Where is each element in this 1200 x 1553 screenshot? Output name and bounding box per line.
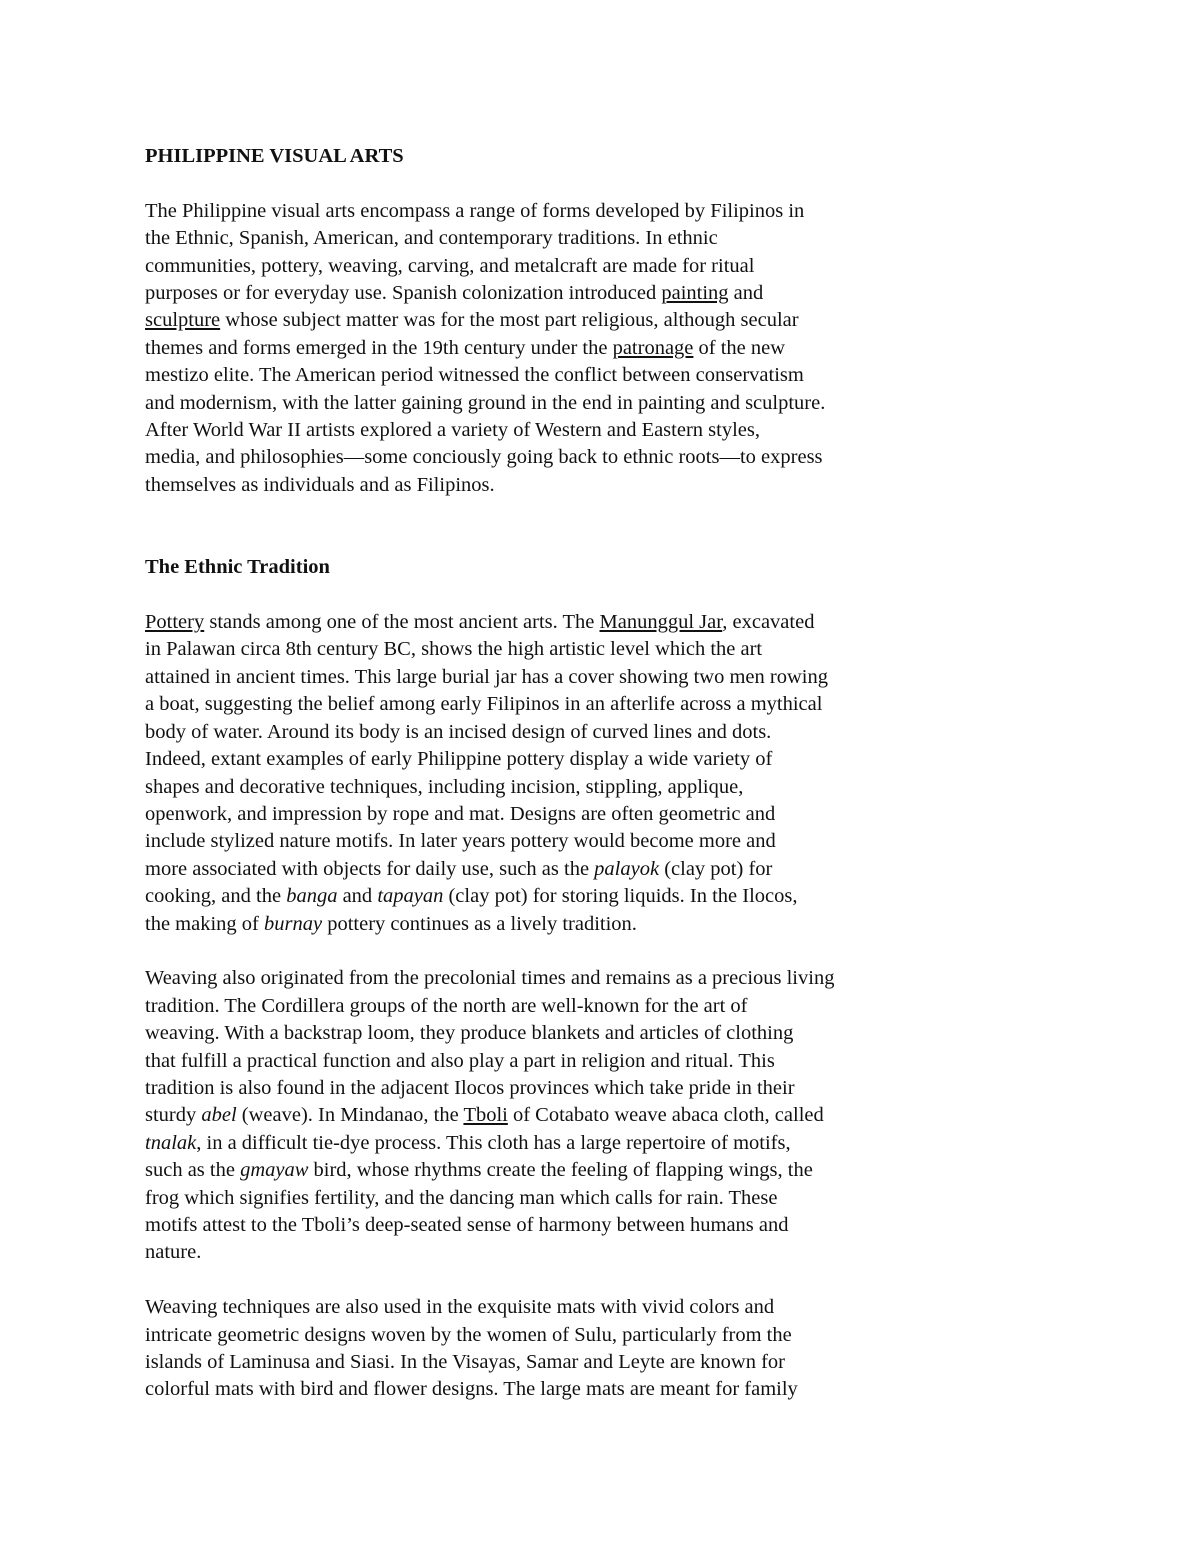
text-line	[145, 883, 945, 910]
text-line	[145, 1020, 945, 1047]
intro-paragraph	[145, 198, 945, 499]
text-line	[145, 1185, 945, 1212]
text-line	[145, 774, 945, 801]
text-run: attained in ancient times. This large burial jar has a cover showing two men rowing	[145, 665, 828, 688]
text-run: bird, whose rhythms create the feeling of flapping wings, the	[308, 1159, 813, 1182]
text-line	[145, 1349, 945, 1376]
text-line	[145, 691, 945, 718]
text-run: (clay pot) for	[659, 857, 773, 880]
text-line	[145, 1102, 945, 1129]
text-run: frog which signifies fertility, and the dancing man which calls for rain. These	[145, 1186, 778, 1209]
text-line	[145, 719, 945, 746]
text-run: intricate geometric designs woven by the women of Sulu, particularly from the	[145, 1323, 792, 1346]
text-line	[145, 856, 945, 883]
text-run: purposes or for everyday use. Spanish colonization introduced	[145, 282, 662, 305]
text-line	[145, 965, 945, 992]
text-run: and	[728, 282, 764, 305]
text-line	[145, 1376, 945, 1403]
text-line	[145, 801, 945, 828]
text-run: mestizo elite. The American period witnessed the conflict between conservatism	[145, 364, 804, 387]
text-run: themes and forms emerged in the 19th century under the	[145, 336, 613, 359]
text-run: , in a difficult tie-dye process. This cloth has a large repertoire of motifs,	[196, 1131, 791, 1154]
text-run: motifs attest to the Tboli’s deep-seated sense of harmony between humans and	[145, 1213, 789, 1236]
underlined-term: Manunggul Jar	[599, 611, 723, 634]
text-line	[145, 1212, 945, 1239]
text-run: islands of Laminusa and Siasi. In the Visayas, Samar and Leyte are known for	[145, 1351, 785, 1373]
text-run: (weave). In Mindanao, the	[236, 1104, 464, 1127]
text-run: colorful mats with bird and flower designs. The large mats are meant for family	[145, 1378, 798, 1401]
text-run: more associated with objects for daily use, such as the	[145, 857, 595, 880]
text-line	[145, 664, 945, 691]
italic-term: tapayan	[377, 885, 444, 908]
text-run: the Ethnic, Spanish, American, and contemporary traditions. In ethnic	[145, 227, 718, 250]
text-run: communities, pottery, weaving, carving, and metalcraft are made for ritual	[145, 254, 755, 277]
text-line	[145, 1294, 945, 1321]
text-run: weaving. With a backstrap loom, they produce blankets and articles of clothing	[145, 1022, 794, 1045]
text-line	[145, 253, 945, 280]
text-line	[145, 417, 945, 444]
text-line	[145, 828, 945, 855]
text-run: nature.	[145, 1241, 202, 1264]
text-run: (clay pot) for storing liquids. In the Ilocos,	[443, 885, 798, 908]
text-line	[145, 390, 945, 417]
italic-term: banga	[286, 885, 338, 908]
text-line	[145, 198, 945, 225]
italic-term: burnay	[264, 912, 323, 935]
document-body	[145, 143, 945, 1431]
italic-term: tnalak	[145, 1131, 197, 1154]
text-run: , excavated	[722, 611, 815, 634]
text-line	[145, 335, 945, 362]
text-run: Weaving techniques are also used in the exquisite mats with vivid colors and	[145, 1296, 775, 1319]
text-line	[145, 609, 945, 636]
body-paragraph	[145, 965, 945, 1266]
text-line	[145, 280, 945, 307]
text-line	[145, 1075, 945, 1102]
text-run: and	[337, 885, 378, 908]
text-run: include stylized nature motifs. In later years pottery would become more and	[145, 830, 776, 853]
text-run: media, and philosophies—some conciously going back to ethnic roots—to express	[145, 446, 823, 469]
text-line	[145, 444, 945, 471]
text-run: of the new	[693, 336, 786, 359]
section-paragraphs	[145, 609, 945, 1404]
text-run: such as the	[145, 1159, 241, 1182]
text-line	[145, 1048, 945, 1075]
text-run: tradition is also found in the adjacent Ilocos provinces which take pride in their	[145, 1076, 795, 1099]
text-line	[145, 1322, 945, 1349]
text-run: a boat, suggesting the belief among early Filipinos in an afterlife across a mythical	[145, 693, 823, 716]
italic-term: gmayaw	[240, 1159, 309, 1182]
text-run: cooking, and the	[145, 885, 287, 908]
text-run: whose subject matter was for the most part religious, although secular	[220, 309, 799, 332]
section-heading: The Ethnic Tradition	[145, 556, 330, 579]
text-run: Indeed, extant examples of early Philippine pottery display a wide variety of	[145, 748, 773, 771]
text-line	[145, 1157, 945, 1184]
body-paragraph	[145, 609, 945, 938]
text-line	[145, 472, 945, 499]
underlined-term: Pottery	[145, 611, 205, 634]
text-run: in Palawan circa 8th century BC, shows the high artistic level which the art	[145, 638, 763, 661]
text-run: and modernism, with the latter gaining ground in the end in painting and sculpture.	[145, 391, 826, 414]
text-line	[145, 911, 945, 938]
text-line	[145, 746, 945, 773]
text-run: After World War II artists explored a variety of Western and Eastern styles,	[145, 419, 760, 442]
text-run: body of water. Around its body is an incised design of curved lines and dots.	[145, 720, 772, 743]
text-run: themselves as individuals and as Filipinos.	[145, 473, 495, 496]
text-run: openwork, and impression by rope and mat. Designs are often geometric and	[145, 802, 776, 825]
text-run: stands among one of the most ancient arts. The	[204, 611, 600, 634]
text-run: pottery continues as a lively tradition.	[322, 912, 637, 935]
text-run: of Cotabato weave abaca cloth, called	[507, 1104, 824, 1127]
text-line	[145, 1239, 945, 1266]
italic-term: palayok	[594, 857, 660, 880]
text-run: The Philippine visual arts encompass a range of forms developed by Filipinos in	[145, 199, 805, 222]
underlined-term: painting	[661, 282, 729, 305]
body-paragraph	[145, 1294, 945, 1404]
text-line	[145, 307, 945, 334]
text-line	[145, 1130, 945, 1157]
underlined-term: Tboli	[463, 1104, 508, 1127]
text-line	[145, 993, 945, 1020]
text-run: Weaving also originated from the precolonial times and remains as a precious living	[145, 967, 835, 990]
italic-term: abel	[201, 1104, 237, 1127]
text-line	[145, 225, 945, 252]
text-run: shapes and decorative techniques, including incision, stippling, applique,	[145, 775, 744, 798]
text-run: tradition. The Cordillera groups of the north are well-known for the art of	[145, 994, 748, 1017]
text-run: that fulfill a practical function and also play a part in religion and ritual. This	[145, 1049, 775, 1072]
document-title: PHILIPPINE VISUAL ARTS	[145, 145, 404, 167]
text-line	[145, 636, 945, 663]
text-run: sturdy	[145, 1104, 202, 1127]
text-run: the making of	[145, 912, 264, 935]
underlined-term: sculpture	[145, 309, 221, 332]
text-line	[145, 362, 945, 389]
underlined-term: patronage	[612, 336, 694, 359]
